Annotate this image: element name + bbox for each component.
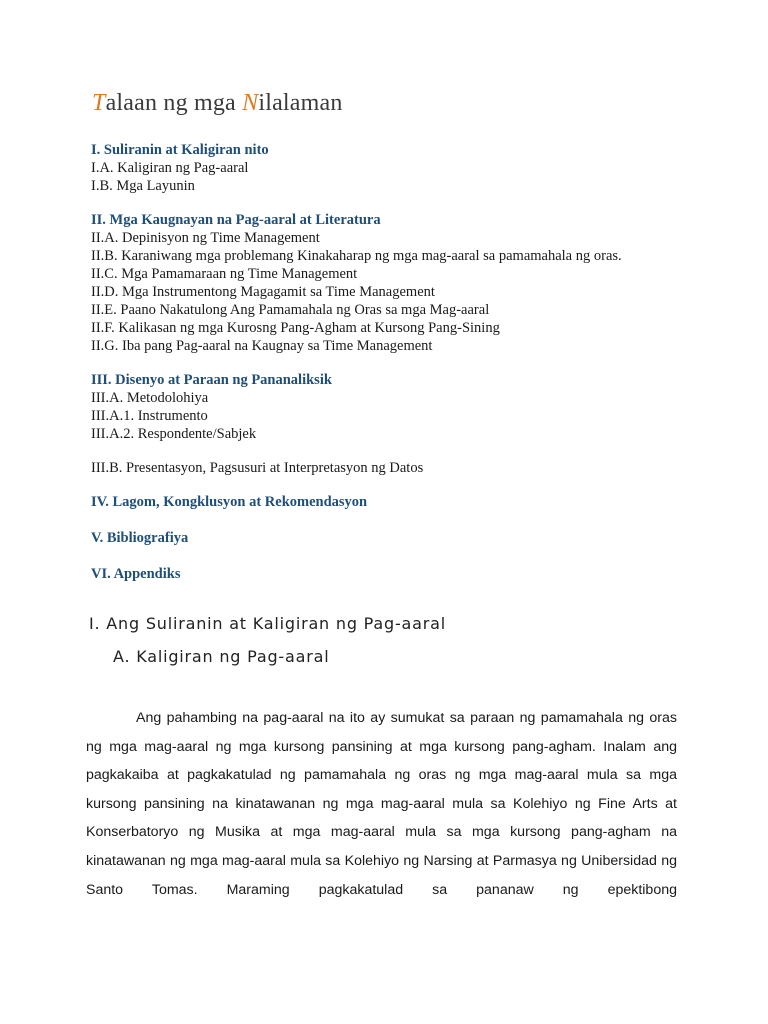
toc-item[interactable]: II.A. Depinisyon ng Time Management bbox=[91, 230, 320, 246]
chapter-subheading: A. Kaligiran ng Pag-aaral bbox=[113, 647, 330, 666]
toc-heading[interactable]: III. Disenyo at Paraan ng Pananaliksik bbox=[91, 372, 332, 388]
toc-item[interactable]: II.B. Karaniwang mga problemang Kinakaharap ng mga mag-aaral sa pamamahala ng oras. bbox=[91, 248, 622, 264]
table-of-contents bbox=[91, 141, 731, 583]
toc-item[interactable]: II.D. Mga Instrumentong Magagamit sa Time Management bbox=[91, 284, 435, 300]
body-paragraph: Ang pahambing na pag-aaral na ito ay sumukat sa paraan ng pamamahala ng oras ng mga mag-aaral ng mga kursong pansining at mga kursong pang-agham. Inalam ang pagkakaiba at pagkakatulad ng pamamahala ng oras ng mga mag-aaral mula sa mga kursong pansining na kinatawanan ng mga mag-aaral mula sa Kolehiyo ng Fine Arts at Konserbatoryo ng Musika at mga mag-aaral mula sa mga kursong pang-agham na kinatawanan ng mga mag-aaral mula sa Kolehiyo ng Narsing at Parmasya ng Unibersidad ng Santo Tomas. Maraming pagkakatulad sa pananaw ng epektibong bbox=[86, 710, 677, 898]
toc-title-text-2: ilalaman bbox=[258, 90, 343, 116]
toc-item[interactable]: II.F. Kalikasan ng mga Kurosng Pang-Agham at Kursong Pang-Sining bbox=[91, 320, 500, 336]
toc-section-3b bbox=[91, 459, 731, 477]
toc-section-3 bbox=[91, 371, 731, 443]
toc-title-text-1: alaan ng mga bbox=[105, 90, 243, 116]
toc-item[interactable]: I.A. Kaligiran ng Pag-aaral bbox=[91, 160, 249, 176]
toc-item[interactable]: III.A.1. Instrumento bbox=[91, 408, 208, 424]
toc-item[interactable]: II.G. Iba pang Pag-aaral na Kaugnay sa Time Management bbox=[91, 338, 433, 354]
toc-item[interactable]: III.B. Presentasyon, Pagsusuri at Interpretasyon ng Datos bbox=[91, 460, 424, 476]
toc-item[interactable]: III.A.2. Respondente/Sabjek bbox=[91, 426, 257, 442]
toc-heading[interactable]: IV. Lagom, Kongklusyon at Rekomendasyon bbox=[91, 494, 368, 510]
toc-section-2 bbox=[91, 211, 731, 355]
chapter-heading: I. Ang Suliranin at Kaligiran ng Pag-aaral bbox=[89, 614, 446, 633]
toc-item[interactable]: II.E. Paano Nakatulong Ang Pamamahala ng Oras sa mga Mag-aaral bbox=[91, 302, 490, 318]
toc-heading[interactable]: V. Bibliografiya bbox=[91, 530, 189, 546]
toc-heading[interactable]: VI. Appendiks bbox=[91, 566, 181, 582]
toc-title-initial-n: N bbox=[242, 90, 259, 116]
toc-item[interactable]: II.C. Mga Pamamaraan ng Time Management bbox=[91, 266, 358, 282]
toc-title-initial-t: T bbox=[92, 90, 106, 116]
toc-heading[interactable]: I. Suliranin at Kaligiran nito bbox=[91, 142, 269, 158]
toc-item[interactable]: I.B. Mga Layunin bbox=[91, 178, 195, 194]
toc-title bbox=[92, 90, 343, 117]
toc-heading[interactable]: II. Mga Kaugnayan na Pag-aaral at Literatura bbox=[91, 212, 381, 228]
toc-item[interactable]: III.A. Metodolohiya bbox=[91, 390, 209, 406]
toc-section-1 bbox=[91, 141, 731, 195]
